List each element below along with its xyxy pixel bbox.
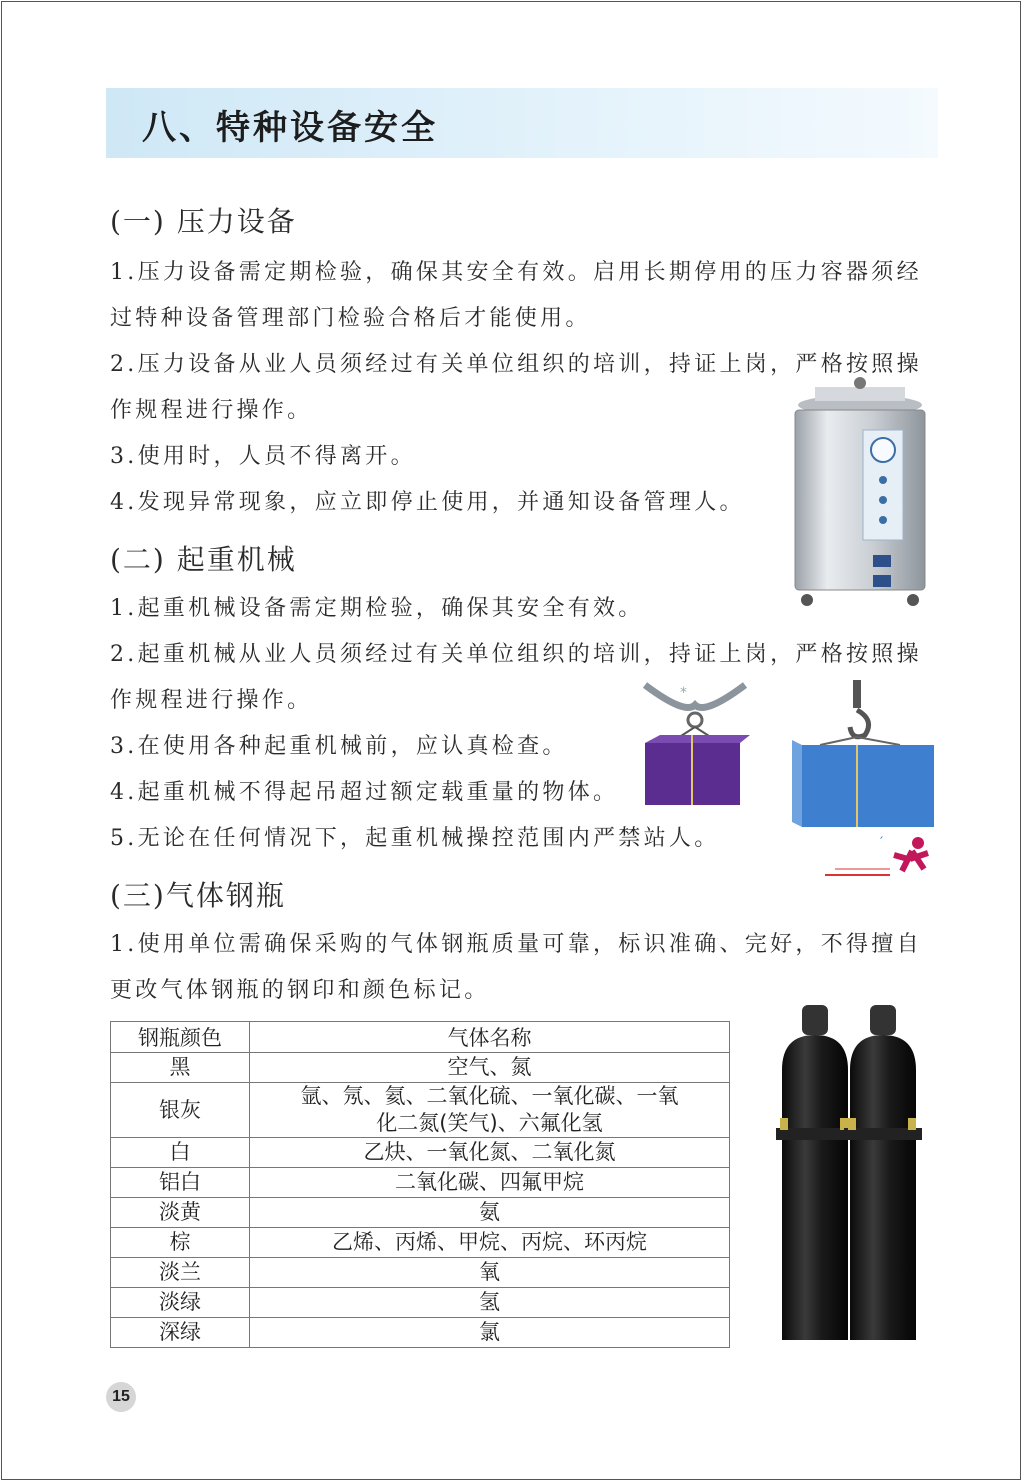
paragraph: 4.起重机械不得起吊超过额定载重量的物体。 bbox=[110, 780, 619, 805]
table-cell: 淡绿 bbox=[111, 1288, 250, 1318]
paragraph: 2.起重机械从业人员须经过有关单位组织的培训，持证上岗，严格按照操作规程进行操作。 bbox=[110, 642, 922, 713]
paragraph: 4.发现异常现象，应立即停止使用，并通知设备管理人。 bbox=[110, 490, 745, 515]
table-cell: 黑 bbox=[111, 1053, 250, 1083]
column-header: 钢瓶颜色 bbox=[111, 1022, 250, 1053]
paragraph: 1.压力设备需定期检验，确保其安全有效。启用长期停用的压力容器须经过特种设备管理部门检验合格后才能使用。 bbox=[110, 260, 922, 331]
paragraph: 2.压力设备从业人员须经过有关单位组织的培训，持证上岗，严格按照操作规程进行操作。 bbox=[110, 352, 922, 423]
table-header-row bbox=[111, 1022, 730, 1053]
table-cell: 淡兰 bbox=[111, 1258, 250, 1288]
column-header: 气体名称 bbox=[250, 1022, 730, 1053]
table-row bbox=[111, 1138, 730, 1168]
table-cell: 氢 bbox=[250, 1288, 730, 1318]
paragraph: 3.在使用各种起重机械前，应认真检查。 bbox=[110, 734, 568, 759]
table-cell: 银灰 bbox=[111, 1083, 250, 1138]
svg-text:*: * bbox=[680, 685, 687, 701]
section-heading-gas: (三)气体钢瓶 bbox=[110, 879, 286, 912]
table-row bbox=[111, 1288, 730, 1318]
page-title: 八、特种设备安全 bbox=[142, 108, 438, 148]
table-cell: 乙烯、丙烯、甲烷、丙烷、环丙烷 bbox=[250, 1228, 730, 1258]
gas-cylinders-illustration bbox=[750, 1000, 945, 1345]
table-cell: 白 bbox=[111, 1138, 250, 1168]
table-row bbox=[111, 1198, 730, 1228]
table-cell: 深绿 bbox=[111, 1318, 250, 1348]
cylinder-left bbox=[776, 1005, 854, 1340]
table-row bbox=[111, 1318, 730, 1348]
table-cell: 氩、氖、氦、二氧化硫、一氧化碳、一氧化二氮(笑气)、六氟化氢 bbox=[250, 1083, 730, 1138]
table-cell: 二氧化碳、四氟甲烷 bbox=[250, 1168, 730, 1198]
table-row bbox=[111, 1168, 730, 1198]
paragraph: 3.使用时，人员不得离开。 bbox=[110, 444, 416, 469]
section-banner bbox=[106, 88, 938, 158]
paragraph: 1.起重机械设备需定期检验，确保其安全有效。 bbox=[110, 596, 644, 621]
table-cell: 乙炔、一氧化氮、二氧化氮 bbox=[250, 1138, 730, 1168]
autoclave-illustration bbox=[785, 375, 935, 610]
paragraph: 5.无论在任何情况下，起重机械操控范围内严禁站人。 bbox=[110, 826, 720, 851]
overload-warning-illustration bbox=[640, 675, 750, 810]
section-heading-pressure: (一) 压力设备 bbox=[110, 205, 297, 238]
table-cell: 氨 bbox=[250, 1198, 730, 1228]
svg-text:′: ′ bbox=[880, 835, 884, 851]
table-row bbox=[111, 1083, 730, 1138]
table-cell: 淡黄 bbox=[111, 1198, 250, 1228]
table-row bbox=[111, 1228, 730, 1258]
table-cell: 空气、氮 bbox=[250, 1053, 730, 1083]
page-number: 15 bbox=[106, 1382, 136, 1412]
gas-cylinder-table bbox=[110, 1021, 730, 1348]
hook-hazard-illustration bbox=[790, 675, 940, 890]
table-cell: 氯 bbox=[250, 1318, 730, 1348]
table-cell: 棕 bbox=[111, 1228, 250, 1258]
table-row bbox=[111, 1258, 730, 1288]
table-cell: 氧 bbox=[250, 1258, 730, 1288]
table-row bbox=[111, 1053, 730, 1083]
section-heading-lifting: (二) 起重机械 bbox=[110, 543, 297, 576]
cylinder-right bbox=[844, 1005, 922, 1340]
paragraph: 1.使用单位需确保采购的气体钢瓶质量可靠，标识准确、完好，不得擅自更改气体钢瓶的钢印和颜色标记。 bbox=[110, 932, 922, 1003]
table-cell: 铝白 bbox=[111, 1168, 250, 1198]
